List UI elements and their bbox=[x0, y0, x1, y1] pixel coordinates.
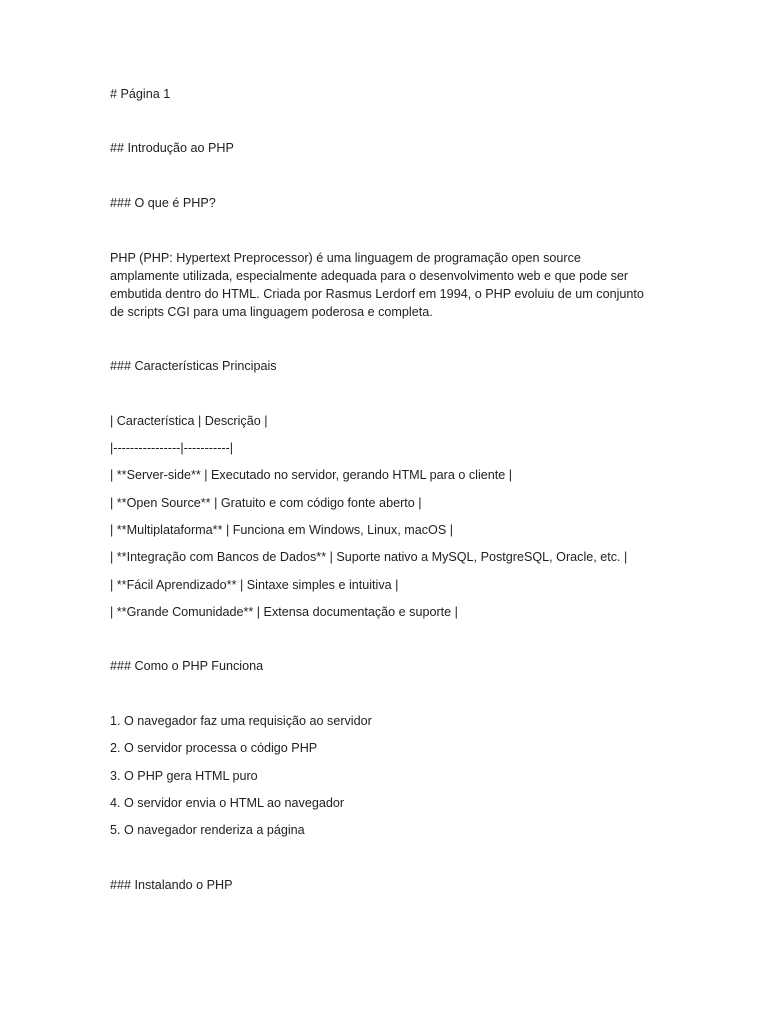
features-heading: ### Características Principais bbox=[110, 359, 277, 373]
table-row: | **Open Source** | Gratuito e com código fonte aberto | bbox=[110, 496, 422, 510]
list-item: 1. O navegador faz uma requisição ao servidor bbox=[110, 714, 372, 728]
page-heading: # Página 1 bbox=[110, 87, 171, 101]
table-row: | **Fácil Aprendizado** | Sintaxe simples e intuitiva | bbox=[110, 578, 399, 592]
list-item: 3. O PHP gera HTML puro bbox=[110, 769, 258, 783]
table-row: | **Server-side** | Executado no servidor, gerando HTML para o cliente | bbox=[110, 468, 513, 482]
intro-paragraph-line: embutida dentro do HTML. Criada por Rasmus Lerdorf em 1994, o PHP evoluiu de um conjunto bbox=[110, 287, 644, 301]
list-item: 5. O navegador renderiza a página bbox=[110, 823, 305, 837]
table-row: | **Integração com Bancos de Dados** | Suporte nativo a MySQL, PostgreSQL, Oracle, etc. | bbox=[110, 550, 628, 564]
table-row: | **Grande Comunidade** | Extensa documentação e suporte | bbox=[110, 605, 458, 619]
intro-heading: ## Introdução ao PHP bbox=[110, 141, 234, 155]
how-it-works-heading: ### Como o PHP Funciona bbox=[110, 659, 264, 673]
intro-paragraph-line: PHP (PHP: Hypertext Preprocessor) é uma linguagem de programação open source bbox=[110, 251, 581, 265]
table-row: | **Multiplataforma** | Funciona em Windows, Linux, macOS | bbox=[110, 523, 453, 537]
intro-paragraph-line: amplamente utilizada, especialmente adequada para o desenvolvimento web e que pode ser bbox=[110, 269, 629, 283]
what-is-php-heading: ### O que é PHP? bbox=[110, 196, 216, 210]
table-separator-row: |----------------|-----------| bbox=[110, 441, 234, 455]
table-header-row: | Característica | Descrição | bbox=[110, 414, 268, 428]
list-item: 4. O servidor envia o HTML ao navegador bbox=[110, 796, 345, 810]
list-item: 2. O servidor processa o código PHP bbox=[110, 741, 318, 755]
install-heading: ### Instalando o PHP bbox=[110, 878, 233, 892]
intro-paragraph-line: de scripts CGI para uma linguagem poderosa e completa. bbox=[110, 305, 433, 319]
